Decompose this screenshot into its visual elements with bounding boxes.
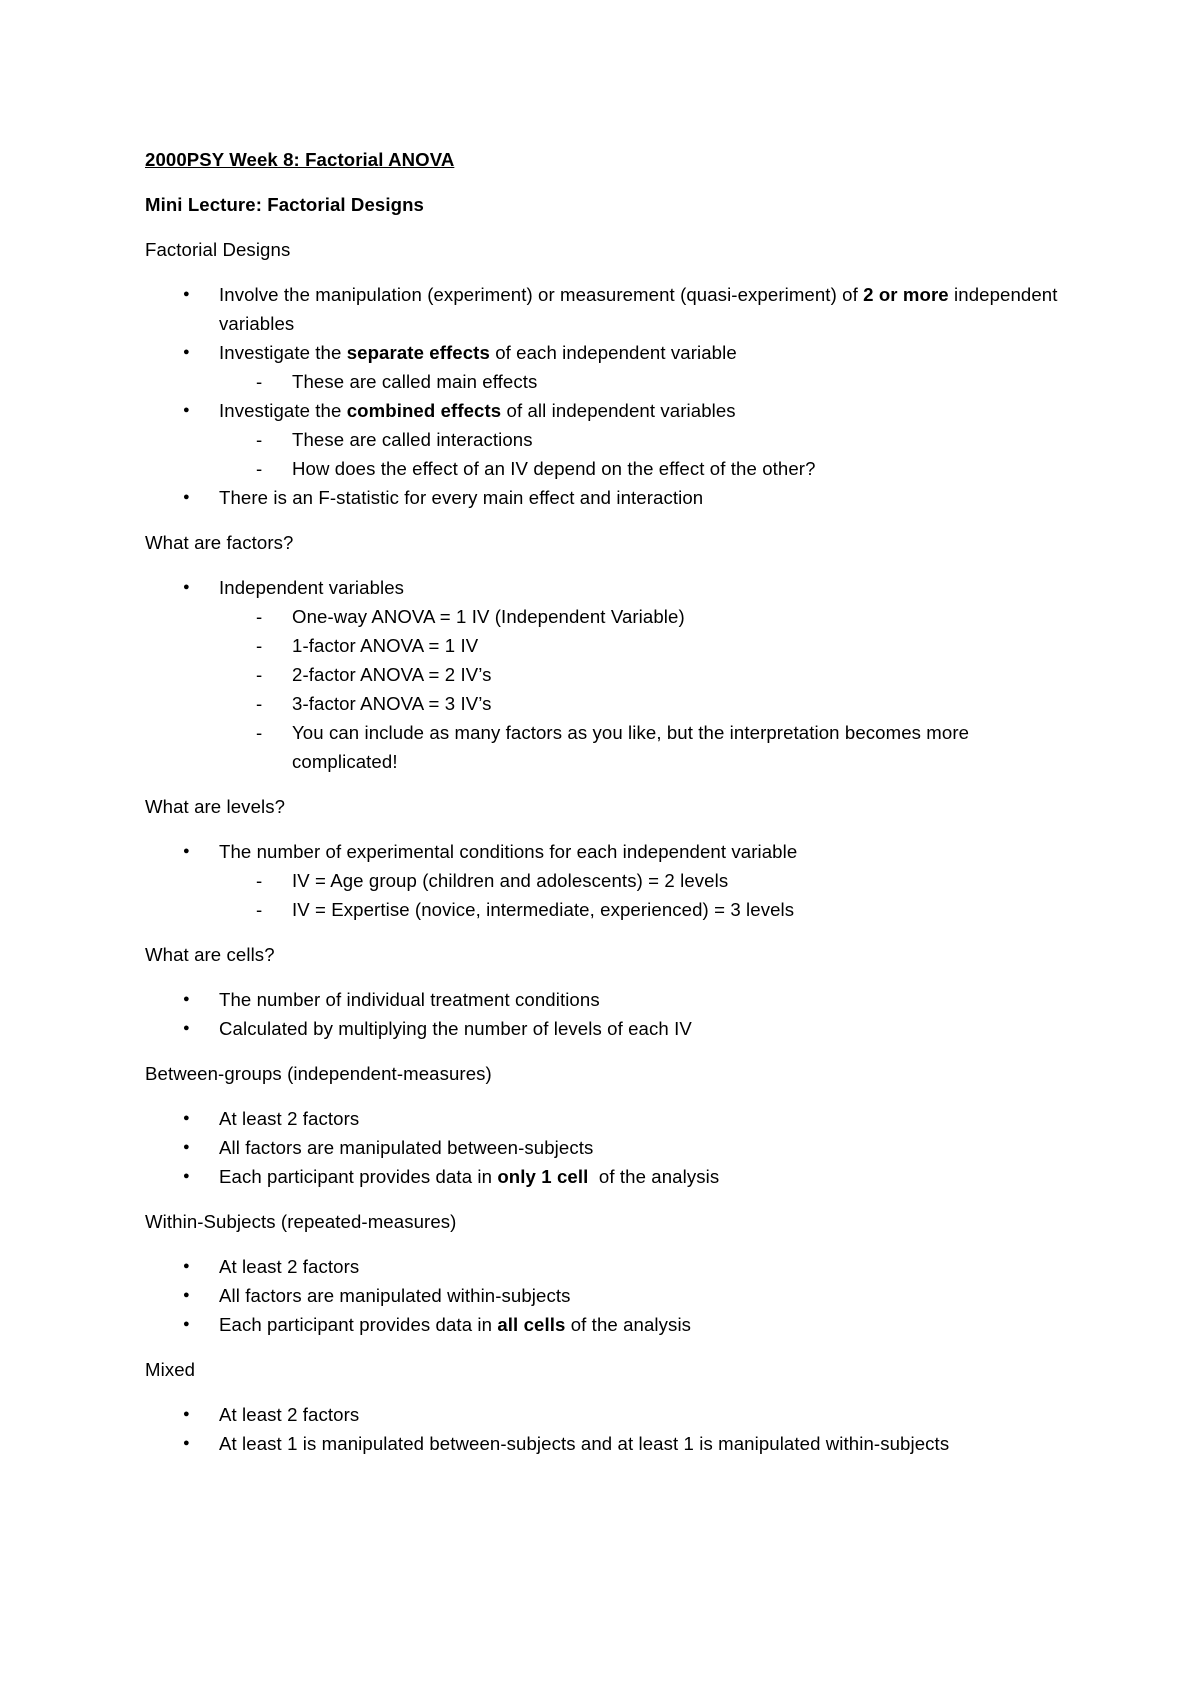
emphasis-text: 2 or more <box>863 284 949 305</box>
list-item-text: Involve the manipulation (experiment) or measurement (quasi-experiment) of <box>219 284 864 305</box>
sub-list-item-text: - These are called main effects <box>292 371 538 392</box>
sub-list-item-text: - 2-factor ANOVA = 2 IV’s <box>292 664 492 685</box>
list-item-text: The number of experimental conditions for each independent variable <box>219 841 798 862</box>
sub-list-item-text: - You can include as many factors as you like, but the interpretation becomes more complicated! <box>292 722 970 772</box>
levels-list <box>145 837 1065 924</box>
list-item-text: of all independent variables <box>501 400 736 421</box>
sub-list-item <box>146 631 1065 660</box>
factors-list <box>145 573 1065 776</box>
sub-list <box>219 602 1065 776</box>
cells-list <box>145 985 1065 1043</box>
sub-list-item <box>146 454 1065 483</box>
section-heading-factors: What are factors? <box>145 532 294 553</box>
sub-list-item-text: - One-way ANOVA = 1 IV (Independent Variable) <box>292 606 685 627</box>
sub-list-item <box>146 895 1065 924</box>
list-item <box>145 280 1065 338</box>
sub-list-item-text: - 3-factor ANOVA = 3 IV’s <box>292 693 492 714</box>
list-item-text: Investigate the <box>219 342 347 363</box>
list-item: ● At least 1 is manipulated between-subjects and at least 1 is manipulated within-subjects <box>145 1429 1065 1458</box>
document-subtitle: Mini Lecture: Factorial Designs <box>145 194 424 215</box>
sub-list-item-text: - How does the effect of an IV depend on the effect of the other? <box>292 458 816 479</box>
list-item <box>145 573 1065 776</box>
emphasis-text: combined effects <box>346 400 502 421</box>
sub-list-item <box>146 660 1065 689</box>
list-item <box>145 1310 1065 1339</box>
section-heading-factorial-designs: Factorial Designs <box>145 239 291 260</box>
sub-list-item-text: - IV = Age group (children and adolescents) = 2 levels <box>292 870 729 891</box>
sub-list-item <box>146 718 1065 776</box>
list-item <box>145 396 1065 483</box>
section-heading-levels: What are levels? <box>145 796 286 817</box>
section-heading-within-subjects: Within-Subjects (repeated-measures) <box>145 1211 457 1232</box>
list-item-text: of each independent variable <box>489 342 737 363</box>
list-item-text: of the analysis <box>565 1314 692 1335</box>
emphasis-text: only 1 cell <box>497 1166 589 1187</box>
list-item <box>145 837 1065 924</box>
section-heading-between-groups: Between-groups (independent-measures) <box>145 1063 492 1084</box>
list-item-text: of the analysis <box>588 1166 720 1187</box>
sub-list-item <box>146 866 1065 895</box>
list-item <box>145 338 1065 396</box>
within-subjects-list <box>145 1252 1065 1339</box>
emphasis-text: separate effects <box>346 342 490 363</box>
list-item-text: Investigate the <box>219 400 347 421</box>
section-heading-mixed: Mixed <box>145 1359 196 1380</box>
factorial-designs-list <box>145 280 1065 512</box>
section-heading-cells: What are cells? <box>145 944 275 965</box>
list-item: ● All factors are manipulated between-subjects <box>145 1133 1065 1162</box>
sub-list-item <box>146 425 1065 454</box>
list-item-text: independent variables <box>219 284 1058 334</box>
mixed-list <box>145 1400 1065 1458</box>
list-item: ● All factors are manipulated within-subjects <box>145 1281 1065 1310</box>
list-item-text: Each participant provides data in <box>219 1166 498 1187</box>
list-item: ● At least 2 factors <box>145 1252 1065 1281</box>
sub-list-item <box>146 602 1065 631</box>
list-item: ● Calculated by multiplying the number of levels of each IV <box>145 1014 1065 1043</box>
sub-list-item-text: - These are called interactions <box>292 429 533 450</box>
between-groups-list <box>145 1104 1065 1191</box>
list-item: ● At least 2 factors <box>145 1400 1065 1429</box>
sub-list-item-text: - 1-factor ANOVA = 1 IV <box>292 635 479 656</box>
list-item-text: Each participant provides data in <box>219 1314 498 1335</box>
document-body <box>145 145 1065 1474</box>
list-item <box>145 1162 1065 1191</box>
list-item: ● There is an F-statistic for every main effect and interaction <box>145 483 1065 512</box>
sub-list-item <box>146 367 1065 396</box>
list-item: ● The number of individual treatment conditions <box>145 985 1065 1014</box>
list-item-text: Independent variables <box>219 577 405 598</box>
list-item: ● At least 2 factors <box>145 1104 1065 1133</box>
sub-list <box>219 866 1065 924</box>
sub-list <box>219 367 1065 396</box>
emphasis-text: all cells <box>497 1314 566 1335</box>
sub-list <box>219 425 1065 483</box>
sub-list-item <box>146 689 1065 718</box>
document-title: 2000PSY Week 8: Factorial ANOVA <box>145 149 455 170</box>
sub-list-item-text: - IV = Expertise (novice, intermediate, experienced) = 3 levels <box>292 899 795 920</box>
